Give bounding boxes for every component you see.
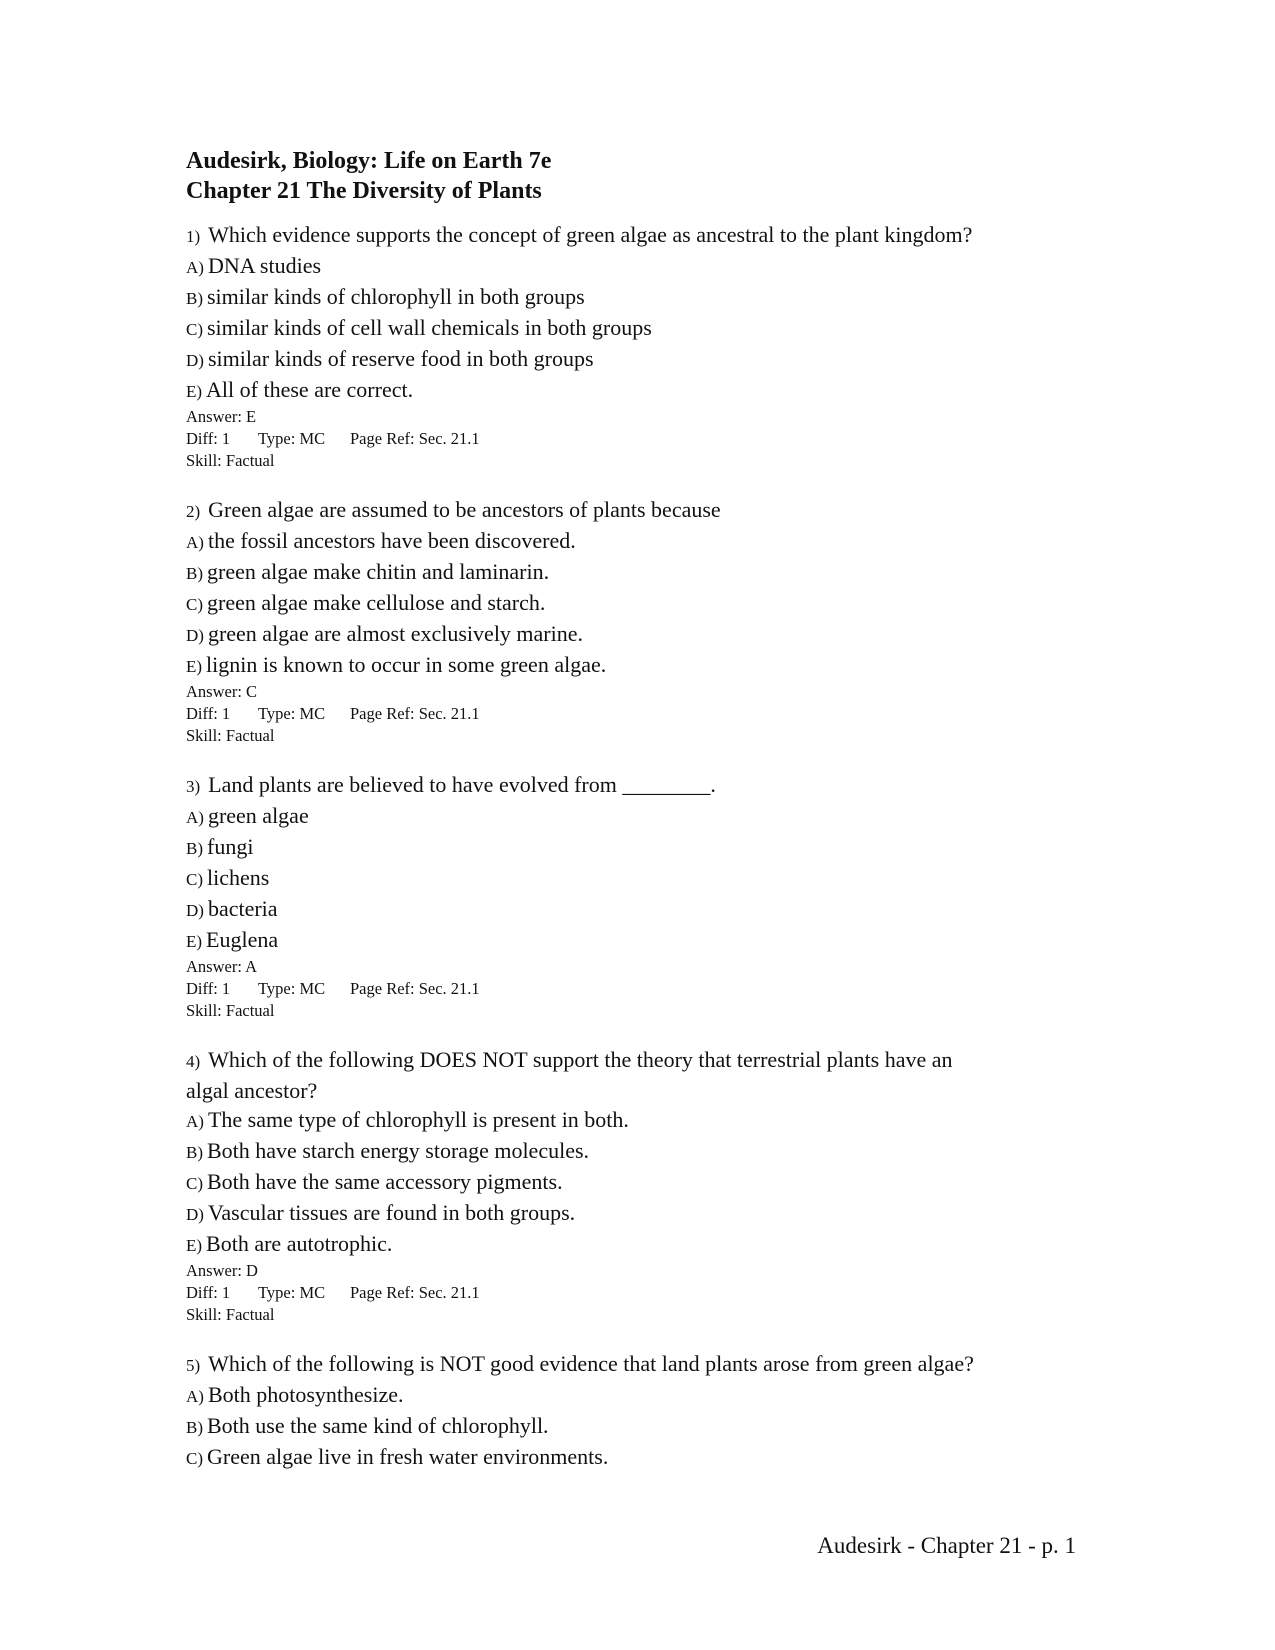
option-text: lignin is known to occur in some green algae. <box>206 652 607 677</box>
option-text: The same type of chlorophyll is present in both. <box>207 1107 629 1132</box>
question-4 <box>186 1045 1086 1326</box>
book-title: Audesirk, Biology: Life on Earth 7e <box>186 148 552 174</box>
question-type: Type: MC <box>258 1283 326 1302</box>
page-reference: Page Ref: Sec. 21.1 <box>350 979 480 998</box>
option-letter: C) <box>186 320 203 339</box>
answer-option <box>186 588 1086 619</box>
answer-option <box>186 1380 1086 1411</box>
answer-option <box>186 894 1086 925</box>
page-reference: Page Ref: Sec. 21.1 <box>350 704 480 723</box>
answer-option <box>186 375 1086 406</box>
difficulty: Diff: 1 <box>186 1283 231 1302</box>
option-letter: D) <box>186 1205 204 1224</box>
option-text: lichens <box>207 865 270 890</box>
option-text: Both are autotrophic. <box>206 1231 393 1256</box>
question-number: 2) <box>186 502 201 521</box>
option-letter: B) <box>186 289 203 308</box>
answer-option <box>186 1442 1086 1473</box>
answer-option <box>186 832 1086 863</box>
question-1 <box>186 220 1086 472</box>
answer-option <box>186 1198 1086 1229</box>
answer-key: Answer: C <box>186 682 258 701</box>
page-reference: Page Ref: Sec. 21.1 <box>350 429 480 448</box>
option-text: Both have the same accessory pigments. <box>207 1169 563 1194</box>
question-3 <box>186 770 1086 1022</box>
option-text: Vascular tissues are found in both groups. <box>207 1200 576 1225</box>
option-letter: A) <box>186 533 204 552</box>
question-2 <box>186 495 1086 747</box>
answer-option <box>186 619 1086 650</box>
skill-level: Skill: Factual <box>186 1001 275 1020</box>
answer-key: Answer: E <box>186 407 257 426</box>
question-number: 1) <box>186 227 201 246</box>
question-text: Which evidence supports the concept of green algae as ancestral to the plant kingdom? <box>208 222 973 247</box>
option-text: DNA studies <box>207 253 322 278</box>
option-letter: D) <box>186 351 204 370</box>
option-letter: A) <box>186 1387 204 1406</box>
difficulty: Diff: 1 <box>186 979 231 998</box>
option-letter: B) <box>186 1418 203 1437</box>
option-text: green algae make cellulose and starch. <box>207 590 546 615</box>
answer-option <box>186 251 1086 282</box>
answer-key: Answer: D <box>186 1261 258 1280</box>
page-reference: Page Ref: Sec. 21.1 <box>350 1283 480 1302</box>
skill-level: Skill: Factual <box>186 726 275 745</box>
option-letter: D) <box>186 901 204 920</box>
question-stem <box>186 220 1086 251</box>
option-letter: B) <box>186 1143 203 1162</box>
option-text: the fossil ancestors have been discovered. <box>207 528 576 553</box>
skill-level: Skill: Factual <box>186 1305 275 1324</box>
option-letter: A) <box>186 258 204 277</box>
answer-option <box>186 1105 1086 1136</box>
question-metadata <box>186 703 1086 725</box>
answer-option <box>186 313 1086 344</box>
chapter-title: Chapter 21 The Diversity of Plants <box>186 178 542 204</box>
answer-option <box>186 282 1086 313</box>
option-letter: E) <box>186 932 203 951</box>
answer-option <box>186 1167 1086 1198</box>
question-metadata <box>186 1282 1086 1304</box>
question-stem <box>186 1045 1086 1076</box>
option-letter: A) <box>186 1112 204 1131</box>
option-text: Both have starch energy storage molecules. <box>207 1138 590 1163</box>
difficulty: Diff: 1 <box>186 704 231 723</box>
option-letter: C) <box>186 870 203 889</box>
option-text: bacteria <box>207 896 278 921</box>
question-number: 5) <box>186 1356 201 1375</box>
answer-key: Answer: A <box>186 957 258 976</box>
question-type: Type: MC <box>258 429 326 448</box>
skill-level: Skill: Factual <box>186 451 275 470</box>
question-text: Green algae are assumed to be ancestors of plants because <box>208 497 721 522</box>
option-text: Euglena <box>206 927 279 952</box>
option-text: Green algae live in fresh water environments. <box>207 1444 609 1469</box>
option-text: similar kinds of reserve food in both groups <box>207 346 594 371</box>
option-letter: E) <box>186 657 203 676</box>
question-stem <box>186 770 1086 801</box>
option-letter: D) <box>186 626 204 645</box>
question-text-continued: algal ancestor? <box>186 1078 318 1103</box>
question-metadata <box>186 428 1086 450</box>
document-header <box>186 146 1086 206</box>
answer-option <box>186 1229 1086 1260</box>
question-5 <box>186 1349 1086 1473</box>
answer-option <box>186 526 1086 557</box>
question-type: Type: MC <box>258 704 326 723</box>
option-letter: E) <box>186 382 203 401</box>
question-number: 3) <box>186 777 201 796</box>
document-page <box>186 146 1086 1496</box>
difficulty: Diff: 1 <box>186 429 231 448</box>
question-text: Land plants are believed to have evolved from ________. <box>208 772 716 797</box>
question-stem <box>186 495 1086 526</box>
answer-option <box>186 650 1086 681</box>
answer-option <box>186 1136 1086 1167</box>
question-text: Which of the following DOES NOT support the theory that terrestrial plants have an <box>208 1047 953 1072</box>
question-type: Type: MC <box>258 979 326 998</box>
question-metadata <box>186 978 1086 1000</box>
answer-option <box>186 925 1086 956</box>
page-footer: Audesirk - Chapter 21 - p. 1 <box>817 1533 1076 1558</box>
option-text: green algae <box>207 803 309 828</box>
option-letter: A) <box>186 808 204 827</box>
option-letter: B) <box>186 839 203 858</box>
option-text: similar kinds of chlorophyll in both groups <box>207 284 585 309</box>
option-text: All of these are correct. <box>206 377 414 402</box>
option-letter: E) <box>186 1236 203 1255</box>
option-letter: C) <box>186 595 203 614</box>
answer-option <box>186 863 1086 894</box>
option-text: Both use the same kind of chlorophyll. <box>207 1413 549 1438</box>
answer-option <box>186 801 1086 832</box>
question-text: Which of the following is NOT good evidence that land plants arose from green algae? <box>208 1351 974 1376</box>
question-number: 4) <box>186 1052 201 1071</box>
option-text: Both photosynthesize. <box>207 1382 404 1407</box>
option-letter: B) <box>186 564 203 583</box>
answer-option <box>186 557 1086 588</box>
question-list <box>186 220 1086 1473</box>
option-text: fungi <box>207 834 254 859</box>
answer-option <box>186 1411 1086 1442</box>
option-text: green algae make chitin and laminarin. <box>207 559 550 584</box>
option-text: green algae are almost exclusively marine. <box>207 621 584 646</box>
option-text: similar kinds of cell wall chemicals in both groups <box>207 315 652 340</box>
question-stem <box>186 1349 1086 1380</box>
option-letter: C) <box>186 1449 203 1468</box>
option-letter: C) <box>186 1174 203 1193</box>
answer-option <box>186 344 1086 375</box>
